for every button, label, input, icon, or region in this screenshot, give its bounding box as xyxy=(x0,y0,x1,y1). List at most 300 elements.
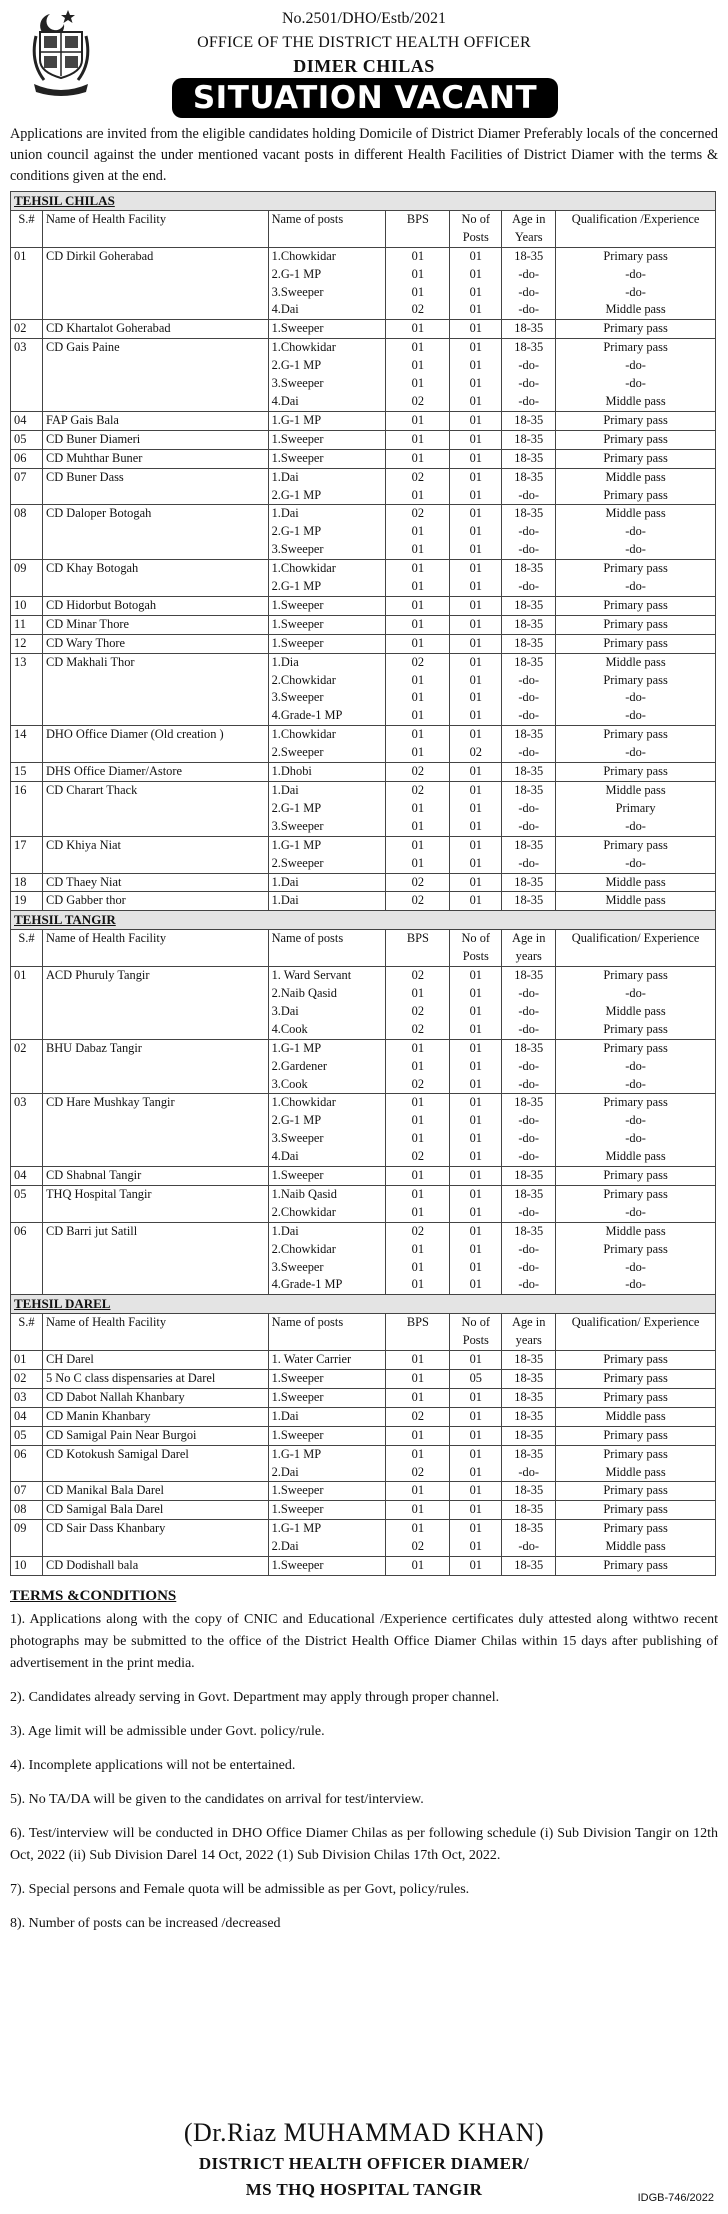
bps-value-cell xyxy=(386,1351,450,1370)
posts-count: 01 xyxy=(469,1021,482,1036)
term-item: 8). Number of posts can be increased /decreased xyxy=(10,1915,281,1931)
serial-number: 06 xyxy=(11,1445,43,1482)
bps-value: 01 xyxy=(411,1186,425,1201)
qualification-cell xyxy=(556,1351,716,1370)
facility-name: CD Charart Thack xyxy=(42,782,268,837)
post-name-cell xyxy=(268,836,386,873)
serial-number: 07 xyxy=(11,1482,43,1501)
serial-number: 05 xyxy=(11,1185,43,1222)
column-header: BPS xyxy=(386,210,450,247)
post-name-cell xyxy=(268,873,386,892)
bps-value: 01 xyxy=(411,616,425,631)
post-name: 1.Sweeper xyxy=(271,1427,324,1442)
post-name-cell xyxy=(268,468,386,505)
serial-number: 02 xyxy=(11,320,43,339)
age-limit: 18-35 xyxy=(514,450,544,465)
age-limit: 18-35 xyxy=(514,968,544,983)
posts-count: 01 xyxy=(469,431,482,446)
bps-value: 01 xyxy=(411,708,425,723)
post-name: 1. Water Carrier xyxy=(271,1352,352,1367)
post-name: 4.Dai xyxy=(271,1149,299,1164)
posts-count-cell xyxy=(450,836,502,873)
serial-number: 14 xyxy=(11,726,43,763)
posts-count: 01 xyxy=(469,1040,482,1055)
posts-count: 01 xyxy=(469,376,482,391)
post-name: 1.Chowkidar xyxy=(271,561,336,576)
section-title-row xyxy=(11,1295,716,1314)
post-name: 1.Sweeper xyxy=(271,635,324,650)
qualification: Middle pass xyxy=(605,874,666,889)
bps-value: 01 xyxy=(411,561,425,576)
table-row xyxy=(11,1185,716,1222)
qualification-cell xyxy=(556,653,716,726)
posts-count: 01 xyxy=(469,524,482,539)
qualification: -do- xyxy=(625,266,646,281)
posts-count: 01 xyxy=(469,672,482,687)
posts-count-cell xyxy=(450,967,502,1040)
age-limit: 18-35 xyxy=(514,1040,544,1055)
posts-count: 01 xyxy=(469,1427,482,1442)
posts-count-cell xyxy=(450,1501,502,1520)
table-row xyxy=(11,634,716,653)
age-limit-cell xyxy=(502,339,556,412)
qualification: Primary pass xyxy=(603,450,668,465)
bps-value-cell xyxy=(386,1370,450,1389)
age-limit: -do- xyxy=(518,1003,540,1018)
bps-value: 02 xyxy=(411,1464,425,1479)
qualification-cell xyxy=(556,1407,716,1426)
table-row xyxy=(11,411,716,430)
qualification: Primary pass xyxy=(603,1352,668,1367)
age-limit-cell xyxy=(502,1222,556,1295)
post-name-cell xyxy=(268,1370,386,1389)
age-limit: 18-35 xyxy=(514,1408,544,1423)
post-name: 1.Sweeper xyxy=(271,597,324,612)
bps-value-cell xyxy=(386,505,450,560)
age-limit-cell xyxy=(502,763,556,782)
post-name: 4.Grade-1 MP xyxy=(271,708,343,723)
posts-count: 01 xyxy=(469,1241,482,1256)
posts-count: 01 xyxy=(469,783,482,797)
facility-name: CD Gabber thor xyxy=(42,892,268,911)
qualification: -do- xyxy=(625,1113,646,1128)
serial-number: 03 xyxy=(11,339,43,412)
facility-name: BHU Dabaz Tangir xyxy=(42,1039,268,1094)
posts-count-cell xyxy=(450,339,502,412)
bps-value-cell xyxy=(386,726,450,763)
facility-name: CD Muhthar Buner xyxy=(42,449,268,468)
post-name-cell xyxy=(268,1445,386,1482)
bps-value-cell xyxy=(386,967,450,1040)
age-limit: 18-35 xyxy=(514,1558,544,1573)
qualification: Primary pass xyxy=(603,635,668,650)
serial-number: 17 xyxy=(11,836,43,873)
age-limit: -do- xyxy=(518,1277,540,1292)
age-limit: 18-35 xyxy=(514,1095,544,1110)
qualification: Middle pass xyxy=(605,1464,666,1479)
post-name: 1. Ward Servant xyxy=(271,968,352,983)
table-row xyxy=(11,1094,716,1167)
bps-value: 01 xyxy=(411,579,425,594)
post-name: 1.G-1 MP xyxy=(271,1446,322,1461)
qualification: Primary pass xyxy=(603,616,668,631)
age-limit-cell xyxy=(502,836,556,873)
facility-name: CD Gais Paine xyxy=(42,339,268,412)
posts-count-cell xyxy=(450,468,502,505)
post-name: 1.Dai xyxy=(271,506,299,521)
age-limit: 18-35 xyxy=(514,412,544,427)
post-name-cell xyxy=(268,339,386,412)
bps-value: 01 xyxy=(411,1558,425,1573)
posts-count-cell xyxy=(450,1388,502,1407)
qualification: -do- xyxy=(625,524,646,539)
serial-number: 01 xyxy=(11,1351,43,1370)
post-name: 2.Sweeper xyxy=(271,745,324,760)
facility-name: FAP Gais Bala xyxy=(42,411,268,430)
qualification: Primary pass xyxy=(603,1021,668,1036)
qualification: Primary pass xyxy=(603,1168,668,1183)
post-name: 2.G-1 MP xyxy=(271,1113,322,1128)
post-name: 2.G-1 MP xyxy=(271,358,322,373)
bps-value: 02 xyxy=(411,302,425,317)
age-limit: 18-35 xyxy=(514,561,544,576)
posts-count: 01 xyxy=(469,893,482,908)
post-name: 1.Chowkidar xyxy=(271,340,336,355)
bps-value: 01 xyxy=(411,524,425,539)
serial-number: 02 xyxy=(11,1370,43,1389)
post-name: 1.Sweeper xyxy=(271,1371,324,1385)
bps-value: 02 xyxy=(411,968,425,983)
posts-count-cell xyxy=(450,596,502,615)
qualification: Primary pass xyxy=(603,431,668,446)
posts-count-cell xyxy=(450,1520,502,1557)
bps-value: 01 xyxy=(411,1446,425,1461)
age-limit-cell xyxy=(502,1445,556,1482)
terms-title: TERMS &CONDITIONS xyxy=(10,1587,177,1604)
office-title: OFFICE OF THE DISTRICT HEALTH OFFICER xyxy=(197,34,531,51)
serial-number: 03 xyxy=(11,1388,43,1407)
bps-value-cell xyxy=(386,634,450,653)
qualification: Primary pass xyxy=(603,1040,668,1055)
table-row xyxy=(11,449,716,468)
bps-value: 01 xyxy=(411,1483,425,1498)
age-limit-cell xyxy=(502,1520,556,1557)
facility-name: CD Khiya Niat xyxy=(42,836,268,873)
post-name: 4.Cook xyxy=(271,1021,308,1036)
posts-count-cell xyxy=(450,247,502,320)
posts-count-cell xyxy=(450,1185,502,1222)
qualification: Primary pass xyxy=(603,1558,668,1573)
signature-block xyxy=(0,2118,728,2214)
table-row xyxy=(11,1039,716,1094)
post-name: 3.Sweeper xyxy=(271,690,324,705)
posts-count: 01 xyxy=(469,542,482,557)
qualification: Middle pass xyxy=(605,469,666,484)
posts-count: 01 xyxy=(469,1204,482,1219)
officer-title: DISTRICT HEALTH OFFICER DIAMER/ xyxy=(198,2154,530,2173)
qualification: -do- xyxy=(625,579,646,594)
post-name-cell xyxy=(268,726,386,763)
posts-count: 01 xyxy=(469,1389,482,1404)
serial-number: 10 xyxy=(11,1557,43,1576)
age-limit-cell xyxy=(502,782,556,837)
age-limit-cell xyxy=(502,505,556,560)
qualification-cell xyxy=(556,1185,716,1222)
age-limit: -do- xyxy=(518,985,540,1000)
posts-count: 01 xyxy=(469,855,482,870)
qualification: -do- xyxy=(625,745,646,760)
posts-count: 01 xyxy=(469,487,482,502)
table-row xyxy=(11,505,716,560)
age-limit: -do- xyxy=(518,708,540,723)
post-name: 1.Dai xyxy=(271,1223,299,1238)
bps-value: 01 xyxy=(411,1058,425,1073)
qualification: Primary xyxy=(615,800,656,815)
bps-value-cell xyxy=(386,836,450,873)
age-limit: -do- xyxy=(518,818,540,833)
qualification-cell xyxy=(556,1094,716,1167)
table-row xyxy=(11,1501,716,1520)
bps-value-cell xyxy=(386,1482,450,1501)
posts-count: 01 xyxy=(469,1168,482,1183)
posts-count: 01 xyxy=(469,393,482,408)
post-name: 1.Chowkidar xyxy=(271,248,336,263)
posts-count: 01 xyxy=(469,358,482,373)
post-name-cell xyxy=(268,1482,386,1501)
bps-value: 02 xyxy=(411,1539,425,1554)
column-header: Age in Years xyxy=(502,210,556,247)
facility-name: CD Thaey Niat xyxy=(42,873,268,892)
facility-name: THQ Hospital Tangir xyxy=(42,1185,268,1222)
post-name: 2.Chowkidar xyxy=(271,1241,336,1256)
table-row xyxy=(11,1426,716,1445)
bps-value-cell xyxy=(386,468,450,505)
qualification: Primary pass xyxy=(603,837,668,852)
posts-count: 01 xyxy=(469,1131,482,1146)
post-name-cell xyxy=(268,449,386,468)
age-limit: -do- xyxy=(518,358,540,373)
qualification-cell xyxy=(556,726,716,763)
posts-count: 01 xyxy=(469,1558,482,1573)
facility-name: CD Hidorbut Botogah xyxy=(42,596,268,615)
qualification-cell xyxy=(556,967,716,1040)
age-limit: 18-35 xyxy=(514,1223,544,1238)
post-name-cell xyxy=(268,1426,386,1445)
posts-count-cell xyxy=(450,1039,502,1094)
qualification: Middle pass xyxy=(605,1539,666,1554)
age-limit: 18-35 xyxy=(514,1186,544,1201)
bps-value: 01 xyxy=(411,1168,425,1183)
age-limit: 18-35 xyxy=(514,783,544,797)
post-name: 1.Sweeper xyxy=(271,431,324,446)
table-row xyxy=(11,1557,716,1576)
post-name: 1.G-1 MP xyxy=(271,1040,322,1055)
age-limit: -do- xyxy=(518,1058,540,1073)
bps-value-cell xyxy=(386,1388,450,1407)
post-name: 1.Sweeper xyxy=(271,1168,324,1183)
age-limit-cell xyxy=(502,1351,556,1370)
age-limit: 18-35 xyxy=(514,893,544,908)
qualification: Primary pass xyxy=(603,1483,668,1498)
posts-count-cell xyxy=(450,653,502,726)
age-limit-cell xyxy=(502,449,556,468)
bps-value-cell xyxy=(386,1185,450,1222)
age-limit-cell xyxy=(502,1482,556,1501)
post-name: 1.Chowkidar xyxy=(271,727,336,742)
post-name-cell xyxy=(268,782,386,837)
column-header: Age in years xyxy=(502,1314,556,1351)
facility-name: CD Manikal Bala Darel xyxy=(42,1482,268,1501)
qualification: Primary pass xyxy=(603,412,668,427)
post-name-cell xyxy=(268,1222,386,1295)
age-limit: -do- xyxy=(518,800,540,815)
facility-name: CD Buner Diameri xyxy=(42,430,268,449)
facility-name: CD Khartalot Goherabad xyxy=(42,320,268,339)
age-limit-cell xyxy=(502,967,556,1040)
table-row xyxy=(11,653,716,726)
column-header: Name of posts xyxy=(268,1314,386,1351)
age-limit-cell xyxy=(502,320,556,339)
serial-number: 01 xyxy=(11,967,43,1040)
posts-count: 01 xyxy=(469,874,482,889)
bps-value: 01 xyxy=(411,412,425,427)
qualification: -do- xyxy=(625,690,646,705)
bps-value-cell xyxy=(386,1445,450,1482)
section-title-row xyxy=(11,192,716,211)
posts-count-cell xyxy=(450,1370,502,1389)
serial-number: 09 xyxy=(11,1520,43,1557)
post-name-cell xyxy=(268,1501,386,1520)
qualification-cell xyxy=(556,1520,716,1557)
bps-value: 01 xyxy=(411,266,425,281)
qualification: Primary pass xyxy=(603,968,668,983)
post-name-cell xyxy=(268,1388,386,1407)
column-header: Name of Health Facility xyxy=(42,1314,268,1351)
bps-value: 02 xyxy=(411,654,425,669)
facility-name: DHO Office Diamer (Old creation ) xyxy=(42,726,268,763)
term-item: 5). No TA/DA will be given to the candidates on arrival for test/interview. xyxy=(10,1791,424,1807)
qualification: -do- xyxy=(625,358,646,373)
age-limit: -do- xyxy=(518,266,540,281)
posts-count: 01 xyxy=(469,1408,482,1423)
post-name: 1.Sweeper xyxy=(271,1389,324,1404)
bps-value: 01 xyxy=(411,672,425,687)
bps-value: 01 xyxy=(411,376,425,391)
bps-value: 01 xyxy=(411,985,425,1000)
bps-value: 02 xyxy=(411,1408,425,1423)
bps-value: 01 xyxy=(411,1521,425,1536)
post-name: 3.Dai xyxy=(271,1003,299,1018)
post-name: 1.Dai xyxy=(271,874,299,889)
age-limit: 18-35 xyxy=(514,469,544,484)
qualification: -do- xyxy=(625,1131,646,1146)
qualification: -do- xyxy=(625,985,646,1000)
qualification: Primary pass xyxy=(603,1241,668,1256)
age-limit: -do- xyxy=(518,1131,540,1146)
bps-value: 01 xyxy=(411,248,425,263)
post-name: 1.Dai xyxy=(271,783,299,797)
table-row xyxy=(11,1482,716,1501)
bps-value-cell xyxy=(386,430,450,449)
facility-name: CD Samigal Pain Near Burgoi xyxy=(42,1426,268,1445)
bps-value: 02 xyxy=(411,893,425,908)
header xyxy=(0,0,728,116)
post-name: 1.Sweeper xyxy=(271,1483,324,1498)
serial-number: 09 xyxy=(11,560,43,597)
bps-value-cell xyxy=(386,596,450,615)
posts-count: 01 xyxy=(469,1223,482,1238)
age-limit: 18-35 xyxy=(514,1371,544,1385)
posts-count: 01 xyxy=(469,1003,482,1018)
qualification-cell xyxy=(556,763,716,782)
bps-value: 01 xyxy=(411,690,425,705)
serial-number: 15 xyxy=(11,763,43,782)
bps-value-cell xyxy=(386,1520,450,1557)
posts-count-cell xyxy=(450,763,502,782)
facility-name: 5 No C class dispensaries at Darel xyxy=(42,1370,268,1389)
qualification: -do- xyxy=(625,542,646,557)
serial-number: 18 xyxy=(11,873,43,892)
posts-count: 01 xyxy=(469,302,482,317)
facility-name: CD Khay Botogah xyxy=(42,560,268,597)
bps-value-cell xyxy=(386,411,450,430)
bps-value-cell xyxy=(386,763,450,782)
post-name: 1.Sweeper xyxy=(271,1558,324,1573)
serial-number: 04 xyxy=(11,411,43,430)
age-limit: 18-35 xyxy=(514,874,544,889)
post-name: 3.Sweeper xyxy=(271,376,324,391)
qualification: Middle pass xyxy=(605,393,666,408)
facility-name: CD Hare Mushkay Tangir xyxy=(42,1094,268,1167)
post-name-cell xyxy=(268,247,386,320)
post-name: 1.Chowkidar xyxy=(271,1095,336,1110)
posts-count-cell xyxy=(450,1426,502,1445)
qualification-cell xyxy=(556,1167,716,1186)
table-row xyxy=(11,873,716,892)
bps-value: 01 xyxy=(411,1241,425,1256)
post-name: 1.Sweeper xyxy=(271,616,324,631)
bps-value-cell xyxy=(386,653,450,726)
serial-number: 03 xyxy=(11,1094,43,1167)
age-limit: 18-35 xyxy=(514,1521,544,1536)
bps-value: 01 xyxy=(411,745,425,760)
header-row xyxy=(11,210,716,247)
posts-count-cell xyxy=(450,726,502,763)
bps-value-cell xyxy=(386,1222,450,1295)
posts-count: 01 xyxy=(469,818,482,833)
age-limit-cell xyxy=(502,1039,556,1094)
bps-value: 01 xyxy=(411,1131,425,1146)
qualification-cell xyxy=(556,247,716,320)
bps-value: 02 xyxy=(411,1223,425,1238)
facility-name: CD Buner Dass xyxy=(42,468,268,505)
facility-name: DHS Office Diamer/Astore xyxy=(42,763,268,782)
bps-value: 01 xyxy=(411,1204,425,1219)
bps-value: 01 xyxy=(411,340,425,355)
posts-count-cell xyxy=(450,560,502,597)
qualification: -do- xyxy=(625,376,646,391)
posts-count: 01 xyxy=(469,1539,482,1554)
bps-value: 01 xyxy=(411,1095,425,1110)
qualification: Primary pass xyxy=(603,561,668,576)
facility-name: CD Kotokush Samigal Darel xyxy=(42,1445,268,1482)
column-header: S.# xyxy=(11,1314,43,1351)
posts-count: 01 xyxy=(469,412,482,427)
qualification: Primary pass xyxy=(603,487,668,502)
serial-number: 01 xyxy=(11,247,43,320)
bps-value: 01 xyxy=(411,837,425,852)
age-limit: -do- xyxy=(518,524,540,539)
